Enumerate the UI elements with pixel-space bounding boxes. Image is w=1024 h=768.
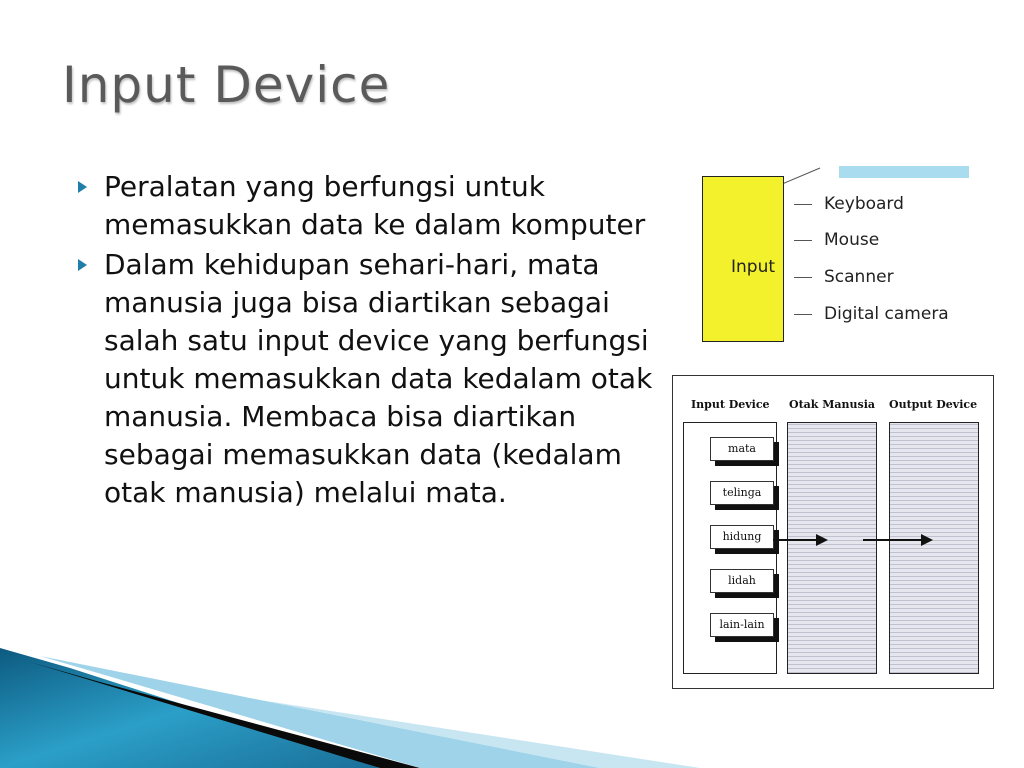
device-item <box>794 230 879 250</box>
bullet-text: Peralatan yang berfungsi untuk memasukkan data ke dalam komputer <box>104 170 646 241</box>
brain-column <box>787 422 877 674</box>
slide-title: Input Device <box>62 56 391 114</box>
input-box-label: Input <box>731 257 776 277</box>
sense-box: lidah <box>710 569 774 593</box>
bullet-arrow-icon <box>78 259 87 271</box>
input-column <box>683 422 777 674</box>
device-item <box>794 267 894 287</box>
output-column <box>889 422 979 674</box>
device-label: Scanner <box>824 267 894 287</box>
arrow-right-icon <box>921 534 933 546</box>
column-title-brain: Otak Manusia <box>789 398 876 411</box>
device-label: Digital camera <box>824 304 949 324</box>
arrow-line <box>773 539 818 541</box>
device-item <box>794 304 949 324</box>
bullet-text: Dalam kehidupan sehari-hari, mata manusia juga bisa diartikan sebagai salah satu input device yang berfungsi untuk memasukkan data kedalam otak manusia. Membaca bisa diartikan sebagai memasukkan data (kedalam otak manusia) melalui mata. <box>104 248 653 509</box>
bullet-item <box>76 168 676 244</box>
arrow-right-icon <box>816 534 828 546</box>
human-input-diagram <box>672 375 994 689</box>
dash-icon <box>794 314 812 315</box>
bullet-list <box>76 168 676 514</box>
dash-icon <box>794 204 812 205</box>
sense-box: hidung <box>710 525 774 549</box>
column-title-input: Input Device <box>691 398 770 411</box>
bullet-arrow-icon <box>78 181 87 193</box>
dash-icon <box>794 240 812 241</box>
column-title-output: Output Device <box>889 398 978 411</box>
device-label: Mouse <box>824 230 880 250</box>
sense-box: lain-lain <box>710 613 774 637</box>
connector-line <box>782 166 822 186</box>
input-box <box>702 176 784 342</box>
device-label: Keyboard <box>824 194 904 214</box>
arrow-line <box>863 539 923 541</box>
dash-icon <box>794 277 812 278</box>
diagram-corner-band <box>839 166 969 178</box>
decorative-swoosh <box>0 640 700 768</box>
input-devices-diagram <box>694 166 969 348</box>
bullet-item <box>76 246 676 512</box>
sense-box: telinga <box>710 481 774 505</box>
sense-box: mata <box>710 437 774 461</box>
device-item <box>794 194 904 214</box>
